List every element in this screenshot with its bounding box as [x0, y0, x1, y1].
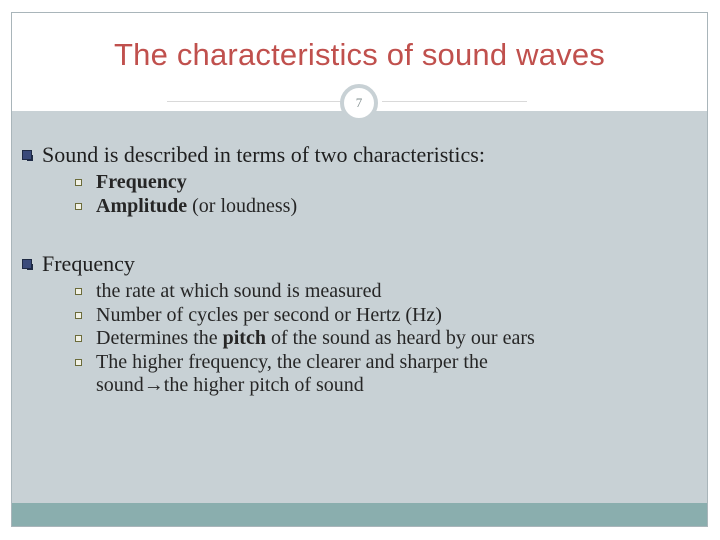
- bullet-frequency-heading: Frequency: [42, 251, 135, 276]
- page-number: 7: [355, 95, 363, 110]
- intro-subitems: [20, 171, 700, 218]
- subitem-frequency: [20, 171, 700, 195]
- frequency-subitems: [20, 280, 700, 398]
- subitem-bold: Amplitude: [96, 194, 188, 217]
- continuation-text-b: the higher pitch of sound: [163, 374, 364, 396]
- frequency-item: [20, 304, 700, 328]
- title-divider-right: [382, 101, 527, 102]
- item-text: the rate at which sound is measured: [96, 280, 382, 302]
- item-text: Number of cycles per second or Hertz (Hz): [96, 303, 442, 326]
- square-bullet-icon: [75, 179, 82, 186]
- bullet-list: [20, 141, 700, 398]
- checkbox-bullet-icon: [22, 259, 32, 269]
- square-bullet-icon: [75, 312, 82, 319]
- page-number-badge: [340, 84, 378, 122]
- subitem-bold: Frequency: [96, 171, 187, 193]
- footer-bar: [12, 503, 707, 527]
- square-bullet-icon: [75, 203, 82, 210]
- item-text: The higher frequency, the clearer and sharper the: [96, 350, 488, 373]
- square-bullet-icon: [75, 359, 82, 366]
- slide: [11, 12, 708, 527]
- frequency-item: [20, 351, 700, 398]
- continuation-text-a: sound: [96, 374, 144, 396]
- checkbox-bullet-icon: [22, 150, 32, 160]
- frequency-item: [20, 327, 700, 351]
- frequency-item: [20, 280, 700, 304]
- square-bullet-icon: [75, 288, 82, 295]
- bullet-intro-text: Sound is described in terms of two characteristics:: [42, 142, 485, 167]
- subitem-amplitude: [20, 195, 700, 219]
- item-text-bold: pitch: [222, 327, 266, 349]
- bullet-frequency: [20, 250, 700, 278]
- item-text-pre: Determines the: [96, 327, 223, 349]
- subitem-rest: (or loudness): [187, 194, 298, 217]
- right-arrow-icon: →: [143, 374, 164, 396]
- item-text-post: of the sound as heard by our ears: [265, 327, 535, 349]
- title-divider-left: [167, 101, 352, 102]
- square-bullet-icon: [75, 335, 82, 342]
- bullet-intro: [20, 141, 700, 169]
- spacer: [20, 218, 700, 250]
- slide-title: The characteristics of sound waves: [114, 37, 605, 72]
